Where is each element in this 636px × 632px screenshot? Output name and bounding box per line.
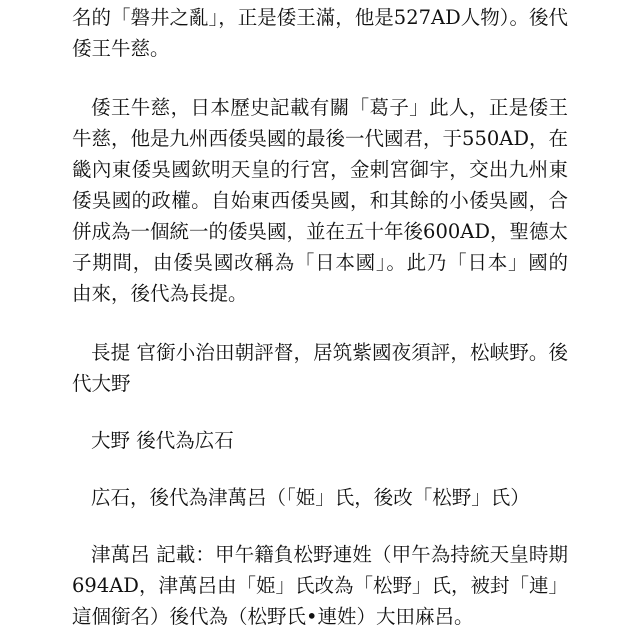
document-page [72, 0, 568, 632]
paragraph-1: 名的「磐井之亂」，正是倭王滿，他是527AD人物）。後代倭王牛慈。 [72, 6, 568, 60]
paragraph-gap [72, 309, 568, 337]
paragraph-gap [72, 456, 568, 482]
paragraph-2: 倭王牛慈，日本歷史記載有關「葛子」此人，正是倭王牛慈，他是九州西倭吳國的最後一代國君，于550AD，在畿內東倭吳國欽明天皇的行宮，金剌宮御宇，交出九州東倭吳國的政權。自始東西倭吳國，和其餘的小倭吳國，合併成為一個統一的倭吳國，並在五十年後600AD，聖德太子期間，由倭吳國改稱為「日本國」。此乃「日本」國的由來，後代為長提。 [72, 96, 568, 305]
paragraph-gap [72, 513, 568, 539]
paragraph-4: 大野 後代為広石 [91, 429, 234, 452]
paragraph-gap [72, 399, 568, 425]
paragraph-5: 広石，後代為津萬呂（「姫」氏，後改「松野」氏） [91, 486, 530, 509]
paragraph-3: 長提 官銜小治田朝評督，居筑紫國夜須評，松峡野。後代大野 [72, 341, 568, 395]
paragraph-gap [72, 64, 568, 92]
paragraph-6: 津萬呂 記載：甲午籍負松野連姓（甲午為持統天皇時期694AD，津萬呂由「姫」氏改為「松野」氏，被封「連」這個銜名）後代為（松野氏•連姓）大田麻呂。 [72, 543, 568, 628]
